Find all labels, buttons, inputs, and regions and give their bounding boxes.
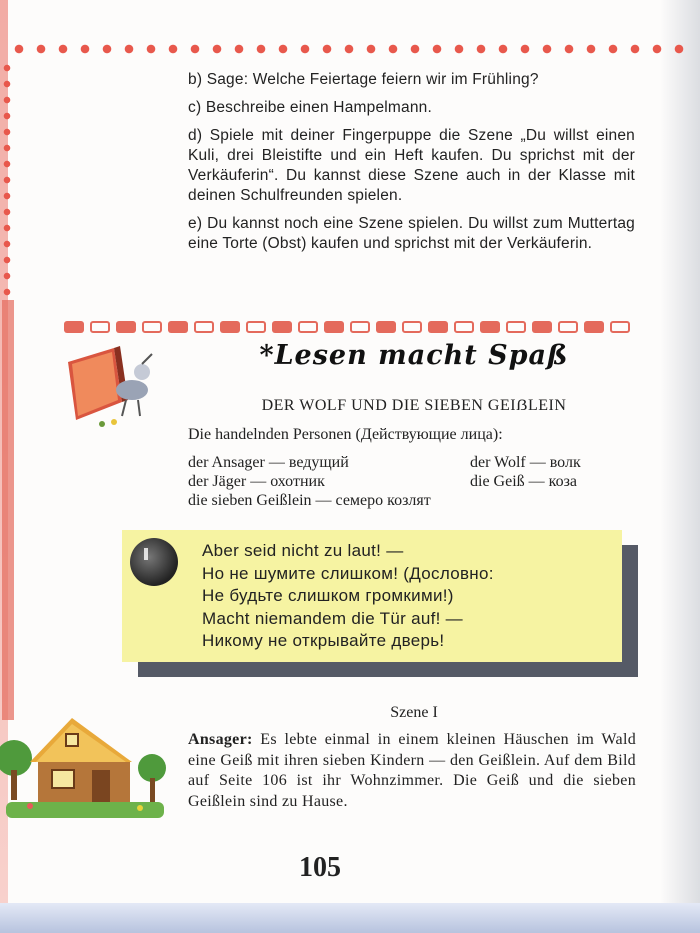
page-number: 105 (299, 852, 341, 883)
tip-line: Никому не открывайте дверь! (202, 631, 445, 650)
task-c: c) Beschreibe einen Hampelmann. (188, 99, 432, 116)
audio-disc-icon (130, 538, 178, 586)
scene-text: Es lebte einmal in einem kleinen Häuschen im Wald eine Geiß mit ihren sieben Kindern — den Geißlein. Auf dem Bild auf Seite 106 ist ihr Wohnzimmer. Die Geiß und die sieben Geißlein sind zu Hause. (188, 731, 636, 810)
page-bottom-strip (0, 903, 700, 933)
role-geisslein: die sieben Geißlein — семеро козлят (188, 492, 431, 509)
scene-title: Szene I (390, 704, 438, 721)
scene-paragraph (188, 730, 636, 812)
role-wolf: der Wolf — волк (470, 454, 581, 471)
decorative-book-row (64, 318, 654, 336)
side-dot-border (0, 60, 14, 300)
role-ansager: der Ansager — ведущий (188, 454, 349, 471)
persons-heading: Die handelnden Personen (Действующие лица): (188, 426, 503, 443)
task-e: e) Du kannst noch eine Szene spielen. Du willst zum Muttertag eine Torte (Obst) kaufen und sprichst mit der Verkäuferin. (188, 215, 635, 252)
story-title: DER WOLF UND DIE SIEBEN GEIẞLEIN (261, 397, 567, 414)
decorative-dot-border (8, 43, 688, 55)
page-gutter-shadow (660, 0, 700, 933)
tip-text (202, 540, 618, 653)
task-d: d) Spiele mit deiner Fingerpuppe die Szene „Du willst einen Kuli, drei Bleistifte und ein Heft kaufen. Du sprichst mit der Verkäuferin“. Du kannst diese Szene auch in der Klasse mit deinen Schulfreunden spielen. (188, 127, 635, 204)
tip-line: Не будьте слишком громкими!) (202, 586, 454, 605)
tip-line: Aber seid nicht zu laut! — (202, 541, 404, 560)
side-book-icons (0, 300, 16, 720)
scene-speaker: Ansager: (188, 731, 253, 748)
cottage-illustration (0, 710, 170, 825)
book-with-goat-illustration (62, 342, 166, 428)
section-title: *Lesen macht Spaß (259, 340, 569, 371)
tip-line: Но не шумите слишком! (Дословно: (202, 563, 494, 583)
role-geiss: die Geiß — коза (470, 473, 578, 490)
tip-line: Macht niemandem die Tür auf! — (202, 608, 463, 628)
task-list (188, 70, 635, 262)
role-jaeger: der Jäger — охотник (188, 473, 325, 490)
task-b: b) Sage: Welche Feiertage feiern wir im Frühling? (188, 71, 539, 88)
